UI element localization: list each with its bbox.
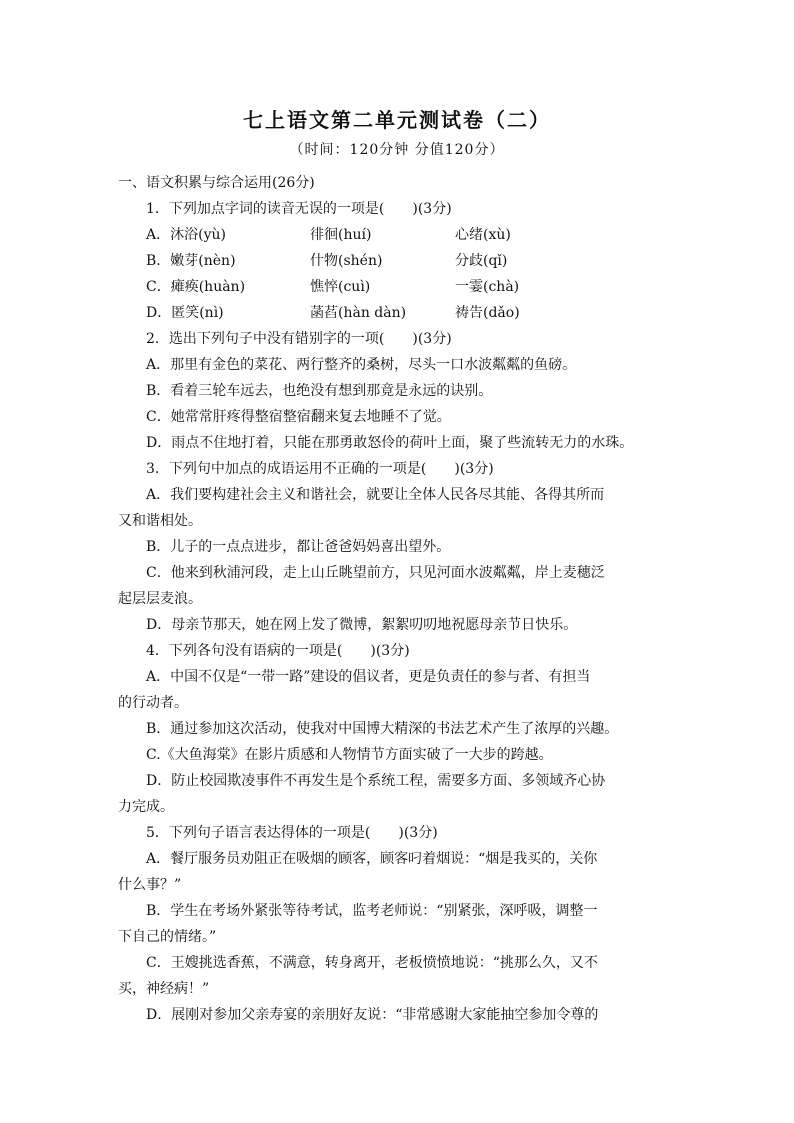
option-word: C．瘫痪(huàn) [146, 279, 246, 295]
question-3-option-c-cont: 起层层麦浪。 [118, 591, 202, 607]
question-1-option-c [118, 274, 698, 300]
page-title: 七上语文第二单元测试卷（二） [243, 108, 551, 132]
question-3-option-a-cont: 又和谐相处。 [118, 513, 202, 529]
question-3-option-d: D．母亲节那天，她在网上发了微博，絮絮叨叨地祝愿母亲节日快乐。 [146, 617, 578, 633]
exam-body [118, 170, 698, 1028]
question-4-option-b: B．通过参加这次活动，使我对中国博大精深的书法艺术产生了浓厚的兴趣。 [146, 721, 619, 737]
question-5-option-c-cont: 买，神经病！” [118, 981, 210, 997]
option-word: A．沐浴(yù) [146, 227, 226, 243]
option-word: B．嫩芽(nèn) [146, 253, 236, 269]
question-5-option-c: C．王嫂挑选香蕉，不满意，转身离开，老板愤愤地说：“挑那么久，又不 [146, 955, 598, 971]
question-2-option-c: C．她常常肝疼得整宿整宿翻来复去地睡不了觉。 [146, 409, 451, 425]
question-1-option-b [118, 248, 698, 274]
question-3-option-b: B．儿子的一点点进步，都让爸爸妈妈喜出望外。 [146, 539, 451, 555]
question-4-option-c: C.《大鱼海棠》在影片质感和人物情节方面实破了一大步的跨越。 [146, 747, 553, 763]
question-4-option-a: A．中国不仅是“一带一路”建设的倡议者，更是负责任的参与者、有担当 [146, 669, 591, 685]
question-5-option-b-cont: 下自己的情绪。” [118, 929, 217, 945]
question-1-option-d [118, 300, 698, 326]
option-word: 心绪(xù) [455, 227, 511, 243]
question-5-option-b: B．学生在考场外紧张等待考试，监考老师说：“别紧张，深呼吸，调整一 [146, 903, 598, 919]
question-5-option-a-cont: 什么事？” [118, 877, 182, 893]
option-word: 祷告(dǎo) [455, 305, 520, 321]
question-3-option-c: C．他来到秋浦河段，走上山丘眺望前方，只见河面水波粼粼，岸上麦穗泛 [146, 565, 605, 581]
exam-info: （时间：120分钟 分值120分） [289, 142, 505, 158]
question-5-stem: 5．下列句子语言表达得体的一项是( )(3分) [146, 825, 438, 841]
section-heading: 一、语文积累与综合运用(26分) [118, 175, 315, 191]
question-4-stem: 4．下列各句没有语病的一项是( )(3分) [146, 643, 410, 659]
option-word: D．匿笑(nì) [146, 305, 224, 321]
question-4-option-d-cont: 力完成。 [118, 799, 174, 815]
question-1-stem: 1．下列加点字词的读音无误的一项是( )(3分) [146, 201, 452, 217]
option-word: 什物(shén) [310, 253, 383, 269]
question-5-option-d: D．展刚对参加父亲寿宴的亲朋好友说：“非常感谢大家能抽空参加令尊的 [146, 1007, 599, 1023]
question-4-option-a-cont: 的行动者。 [118, 695, 188, 711]
option-word: 憔悴(cuì) [310, 279, 371, 295]
question-5-option-a: A．餐厅服务员劝阻正在吸烟的顾客，顾客叼着烟说：“烟是我买的，关你 [146, 851, 598, 867]
question-1-option-a [118, 222, 698, 248]
option-word: 菡萏(hàn dàn) [310, 305, 407, 321]
question-2-option-a: A．那里有金色的菜花、两行整齐的桑树，尽头一口水波粼粼的鱼磅。 [146, 357, 577, 373]
option-word: 徘徊(huí) [310, 227, 372, 243]
question-2-option-b: B．看着三轮车远去，也绝没有想到那竟是永远的诀别。 [146, 383, 493, 399]
question-3-stem: 3．下列句中加点的成语运用不正确的一项是( )(3分) [146, 461, 494, 477]
option-word: 一霎(chà) [455, 279, 520, 295]
question-2-stem: 2．选出下列句子中没有错别字的一项( )(3分) [146, 331, 452, 347]
question-2-option-d: D．雨点不住地打着，只能在那勇敢怒伶的荷叶上面，聚了些流转无力的水珠。 [146, 435, 634, 451]
question-4-option-d: D．防止校园欺凌事件不再发生是个系统工程，需要多方面、多领域齐心协 [146, 773, 606, 789]
option-word: 分歧(qǐ) [455, 253, 508, 269]
question-3-option-a: A．我们要构建社会主义和谐社会，就要让全体人民各尽其能、各得其所而 [146, 487, 605, 503]
